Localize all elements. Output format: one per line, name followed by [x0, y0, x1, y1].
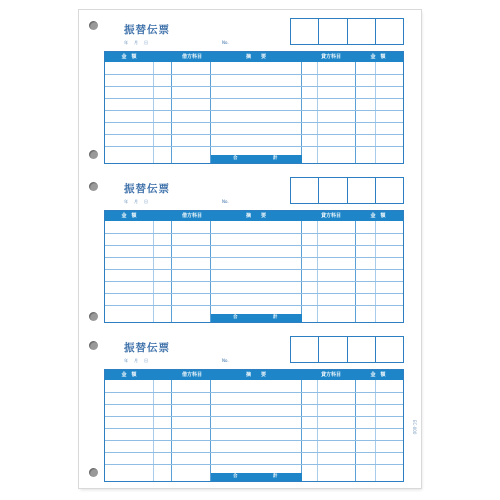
table-header	[105, 370, 403, 380]
date-month-label: 月	[134, 40, 138, 45]
stamp-box[interactable]	[347, 178, 375, 203]
stamp-box[interactable]	[375, 337, 403, 362]
row-line	[105, 452, 403, 453]
row-line	[105, 281, 403, 282]
voucher-number-label: No.	[222, 358, 229, 363]
total-bar	[211, 314, 302, 322]
punch-hole	[89, 21, 98, 30]
row-line	[105, 269, 403, 270]
stamp-box[interactable]	[291, 178, 318, 203]
row-line	[105, 428, 403, 429]
journal-table	[104, 210, 404, 323]
date-year-label: 年	[124, 358, 128, 363]
journal-table	[104, 51, 404, 164]
stamp-box[interactable]	[347, 19, 375, 44]
row-line	[105, 392, 403, 393]
column-divider	[301, 380, 302, 481]
column-divider	[153, 380, 154, 481]
row-line	[105, 293, 403, 294]
stamp-box[interactable]	[375, 178, 403, 203]
row-line	[105, 74, 403, 75]
date-month-label: 月	[134, 199, 138, 204]
header-amount: 金 額	[121, 372, 137, 378]
total-label-2: 計	[273, 315, 278, 320]
column-divider	[375, 380, 376, 481]
voucher-title: 振替伝票	[124, 24, 170, 36]
header-description: 摘 要	[245, 54, 267, 60]
date-year-label: 年	[124, 40, 128, 45]
stamp-box[interactable]	[291, 19, 318, 44]
stamp-box[interactable]	[347, 337, 375, 362]
punch-hole	[89, 468, 98, 477]
column-divider	[317, 62, 318, 163]
table-header	[105, 52, 403, 62]
date-year-label: 年	[124, 199, 128, 204]
row-line	[105, 122, 403, 123]
column-divider	[317, 380, 318, 481]
row-line	[105, 305, 403, 306]
voucher-title: 振替伝票	[124, 183, 170, 195]
column-divider	[210, 62, 211, 163]
column-divider	[375, 62, 376, 163]
row-line	[105, 134, 403, 135]
date-month-label: 月	[134, 358, 138, 363]
column-divider	[171, 380, 172, 481]
stamp-box[interactable]	[318, 337, 346, 362]
header-amount: 金 額	[121, 213, 137, 219]
approval-stamp-boxes	[290, 336, 404, 363]
journal-table	[104, 369, 404, 482]
total-label-1: 合	[233, 474, 238, 479]
punch-hole	[89, 150, 98, 159]
transfer-voucher	[104, 336, 404, 486]
header-amount: 金 額	[121, 54, 137, 60]
column-divider	[355, 62, 356, 163]
row-line	[105, 416, 403, 417]
column-divider	[301, 62, 302, 163]
total-label-1: 合	[233, 156, 238, 161]
column-divider	[317, 221, 318, 322]
stamp-box[interactable]	[318, 19, 346, 44]
voucher-number-label: No.	[222, 199, 229, 204]
row-line	[105, 245, 403, 246]
transfer-voucher	[104, 18, 404, 168]
column-divider	[210, 221, 211, 322]
total-label-2: 計	[273, 156, 278, 161]
transfer-voucher	[104, 177, 404, 327]
form-code: EC-000	[412, 420, 417, 435]
date-day-label: 日	[144, 358, 148, 363]
header-credit-account: 貸方科目	[320, 54, 342, 60]
row-line	[105, 98, 403, 99]
punch-hole	[89, 312, 98, 321]
header-debit-account: 借方科目	[181, 213, 203, 219]
column-divider	[355, 380, 356, 481]
date-day-label: 日	[144, 199, 148, 204]
header-debit-account: 借方科目	[181, 372, 203, 378]
header-credit-account: 貸方科目	[320, 213, 342, 219]
voucher-number-label: No.	[222, 40, 229, 45]
row-line	[105, 233, 403, 234]
column-divider	[301, 221, 302, 322]
total-label-1: 合	[233, 315, 238, 320]
row-line	[105, 146, 403, 147]
header-debit-account: 借方科目	[181, 54, 203, 60]
header-description: 摘 要	[245, 372, 267, 378]
row-line	[105, 86, 403, 87]
column-divider	[171, 62, 172, 163]
column-divider	[153, 221, 154, 322]
total-bar	[211, 155, 302, 163]
punch-hole	[89, 182, 98, 191]
column-divider	[355, 221, 356, 322]
table-header	[105, 211, 403, 221]
total-label-2: 計	[273, 474, 278, 479]
row-line	[105, 257, 403, 258]
approval-stamp-boxes	[290, 18, 404, 45]
stamp-box[interactable]	[291, 337, 318, 362]
column-divider	[210, 380, 211, 481]
header-amount-right: 金 額	[370, 213, 386, 219]
voucher-title: 振替伝票	[124, 342, 170, 354]
punch-hole	[89, 341, 98, 350]
date-day-label: 日	[144, 40, 148, 45]
header-amount-right: 金 額	[370, 54, 386, 60]
column-divider	[171, 221, 172, 322]
column-divider	[375, 221, 376, 322]
stamp-box[interactable]	[318, 178, 346, 203]
approval-stamp-boxes	[290, 177, 404, 204]
stamp-box[interactable]	[375, 19, 403, 44]
row-line	[105, 464, 403, 465]
row-line	[105, 440, 403, 441]
row-line	[105, 110, 403, 111]
header-description: 摘 要	[245, 213, 267, 219]
total-bar	[211, 473, 302, 481]
row-line	[105, 404, 403, 405]
header-credit-account: 貸方科目	[320, 372, 342, 378]
column-divider	[153, 62, 154, 163]
header-amount-right: 金 額	[370, 372, 386, 378]
